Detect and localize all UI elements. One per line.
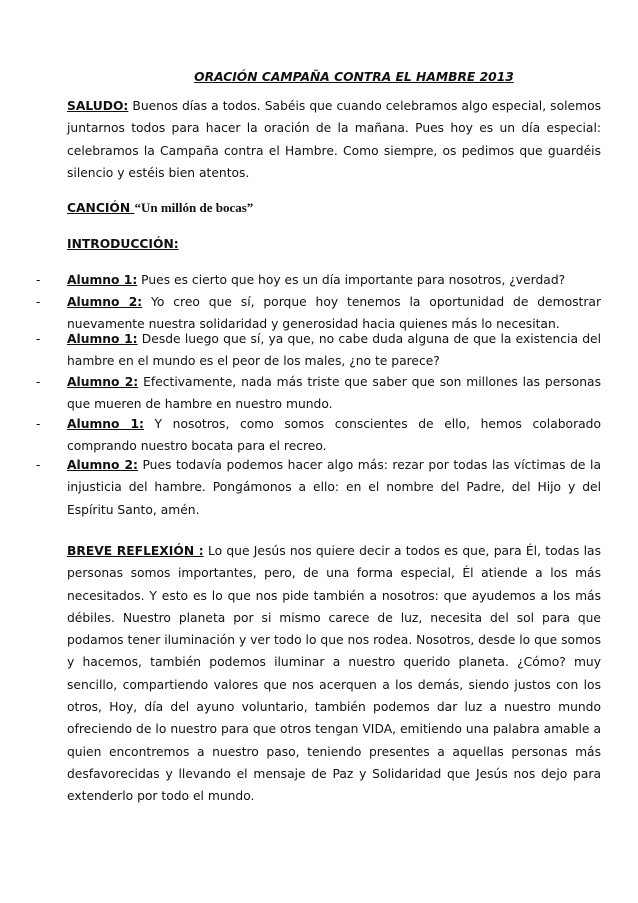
reflexion-label: BREVE REFLEXIÓN : — [67, 544, 204, 558]
dialogue-bullet: - — [36, 295, 41, 309]
dialogue-line — [67, 269, 601, 291]
dialogue-line — [67, 413, 601, 458]
dialogue-bullet: - — [36, 375, 41, 389]
dialogue-speaker: Alumno 1: — [67, 273, 138, 287]
cancion-title: “Un millón de bocas” — [134, 200, 254, 215]
dialogue-speaker: Alumno 1: — [67, 417, 144, 431]
dialogue-text: Pues todavía podemos hacer algo más: rezar por todas las víctimas de la injusticia del hambre. Pongámonos a ello: en el nombre del Padre, del Hijo y del Espíritu Santo, amén. — [67, 458, 601, 517]
dialogue-text: Pues es cierto que hoy es un día importante para nosotros, ¿verdad? — [137, 273, 566, 287]
dialogue-text: Y nosotros, como somos conscientes de ello, hemos colaborado comprando nuestro bocata para el recreo. — [67, 417, 601, 454]
cancion-line — [67, 197, 601, 219]
saludo-label: SALUDO: — [67, 99, 129, 113]
saludo-paragraph — [67, 95, 601, 184]
dialogue-bullet: - — [36, 332, 41, 346]
document-title: ORACIÓN CAMPAÑA CONTRA EL HAMBRE 2013 — [194, 70, 514, 84]
dialogue-bullet: - — [36, 273, 41, 287]
dialogue-speaker: Alumno 2: — [67, 295, 143, 309]
reflexion-text: Lo que Jesús nos quiere decir a todos es que, para Él, todas las personas somos importantes, pero, de una forma especial, Él atiende a los más necesitados. Y esto es lo que nos pide también a nosotros: que ayudemos a los más débiles. Nuestro planeta por si mismo carece de luz, necesita del sol para que podamos tener iluminación y ver todo lo que nos rodea. Nosotros, desde lo que somos y hacemos, también podemos iluminar a nuestro querido planeta. ¿Cómo? muy sencillo, compartiendo valores que nos acerquen a los demás, siendo justos con los otros, Hoy, día del ayuno voluntario, también podemos dar luz a nuestro mundo ofreciendo de lo nuestro para que otros tengan VIDA, emitiendo una palabra amable a quien encontremos a nuestro paso, teniendo presentes a aquellas personas más desfavorecidas y llevando el mensaje de Paz y Solidaridad que Jesús nos dejo para extenderlo por todo el mundo. — [67, 544, 601, 804]
dialogue-line — [67, 371, 601, 416]
dialogue-bullet: - — [36, 417, 41, 431]
dialogue-bullet: - — [36, 458, 41, 472]
dialogue-line — [67, 328, 601, 373]
dialogue-text: Efectivamente, nada más triste que saber que son millones las personas que mueren de hambre en nuestro mundo. — [67, 375, 601, 412]
reflexion-paragraph — [67, 540, 601, 808]
dialogue-speaker: Alumno 1: — [67, 332, 138, 346]
cancion-label: CANCIÓN — [67, 201, 135, 215]
dialogue-text: Desde luego que sí, ya que, no cabe duda alguna de que la existencia del hambre en el mundo es el peor de los males, ¿no te parece? — [67, 332, 601, 369]
introduccion-heading: INTRODUCCIÓN: — [67, 237, 179, 251]
dialogue-text: Yo creo que sí, porque hoy tenemos la oportunidad de demostrar nuevamente nuestra solidaridad y generosidad hacia quienes más lo necesitan. — [67, 295, 601, 332]
dialogue-speaker: Alumno 2: — [67, 375, 139, 389]
dialogue-speaker: Alumno 2: — [67, 458, 138, 472]
saludo-text: Buenos días a todos. Sabéis que cuando celebramos algo especial, solemos juntarnos todos para hacer la oración de la mañana. Pues hoy es un día especial: celebramos la Campaña contra el Hambre. Como siempre, os pedimos que guardéis silencio y estéis bien atentos. — [67, 99, 601, 180]
dialogue-line — [67, 454, 601, 521]
